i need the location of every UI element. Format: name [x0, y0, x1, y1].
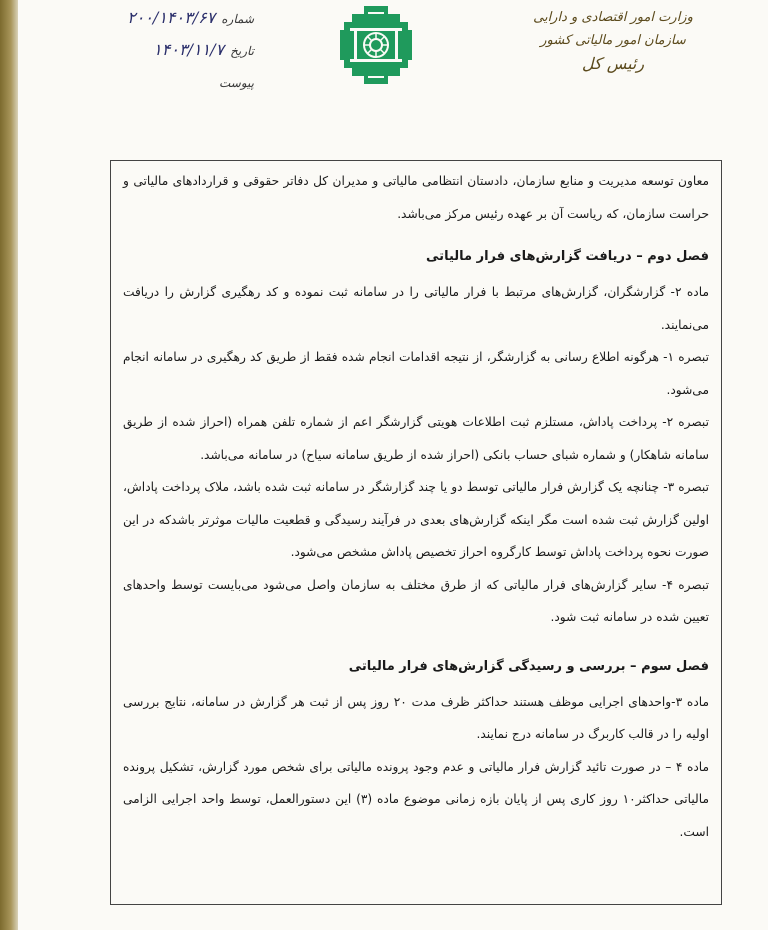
- letter-number-row: [127, 8, 254, 27]
- chapter-2-heading: فصل دوم – دریافت گزارش‌های فرار مالیاتی: [426, 249, 709, 264]
- document-page: [18, 0, 768, 930]
- tax-organization-logo: [340, 6, 412, 84]
- attachment-row: [213, 72, 254, 91]
- number-label: شماره: [221, 12, 254, 26]
- article-3: ماده ۳-واحدهای اجرایی موظف هستند حداکثر ظرف مدت ۲۰ روز پس از ثبت هر گزارش در سامانه، نتایج بررسی اولیه را در قالب کاربرگ در سامانه درج نمایند.: [123, 694, 709, 741]
- article-2: ماده ۲- گزارشگران، گزارش‌های مرتبط با فرار مالیاتی را در سامانه ثبت نموده و کد رهگیری گزارش را دریافت می‌نمایند.: [123, 285, 709, 332]
- letter-reference-block: [70, 2, 260, 102]
- letter-date-row: [153, 40, 254, 59]
- date-label: تاریخ: [230, 44, 254, 58]
- attachment-label: پیوست: [219, 76, 254, 90]
- organization-name: سازمان امور مالیاتی کشور: [540, 33, 686, 48]
- note-3: تبصره ۳- چنانچه یک گزارش فرار مالیاتی توسط دو یا چند گزارشگر در سامانه ثبت شده باشد، ملاک پرداخت پاداش، اولین گزارش ثبت شده است مگر اینکه گزارش‌های بعدی در فرآیند رسیدگی و قطعیت مالیات موثرتر باشدکه در این صورت نحوه پرداخت پاداش توسط کارگروه احراز تخصیص پاداش مشخص می‌شود.: [123, 480, 709, 559]
- letter-date: ۱۴۰۳/۱۱/۷: [153, 40, 225, 59]
- scan-binding-edge: [0, 0, 18, 930]
- letterhead-right: [518, 6, 708, 75]
- regulation-text-box: [110, 160, 722, 905]
- note-2: تبصره ۲- پرداخت پاداش، مستلزم ثبت اطلاعات هویتی گزارشگر اعم از شماره تلفن همراه (احراز شده از طریق سامانه شاهکار) و شماره شبای حساب بانکی (احراز شده از طریق سامانه سیاح) در سامانه می‌باشد.: [123, 415, 709, 462]
- note-1: تبصره ۱- هرگونه اطلاع رسانی به گزارشگر، از نتیجه اقدامات انجام شده فقط از طریق کد رهگیری در سامانه انجام می‌شود.: [123, 350, 709, 397]
- note-4: تبصره ۴- سایر گزارش‌های فرار مالیاتی که از طرق مختلف به سازمان واصل می‌شود می‌بایست توسط واحدهای تعیین شده در سامانه ثبت شود.: [123, 577, 709, 624]
- office-title: رئیس کل: [581, 54, 645, 73]
- intro-paragraph: معاون توسعه مدیریت و منابع سازمان، دادستان انتظامی مالیاتی و مدیران کل دفاتر حقوقی و قراردادهای مالیاتی و حراست سازمان، که ریاست آن بر عهده رئیس مرکز می‌باشد.: [123, 174, 709, 221]
- chapter-3-heading: فصل سوم – بررسی و رسیدگی گزارش‌های فرار مالیاتی: [348, 658, 709, 674]
- article-4: ماده ۴ – در صورت تائید گزارش فرار مالیاتی و عدم وجود پرونده مالیاتی برای شخص مورد گزارش، تشکیل پرونده مالیاتی حداکثر۱۰ روز کاری پس از پایان بازه زمانی موضوع ماده (۳) این دستورالعمل، توسط واحد اجرایی الزامی است.: [123, 759, 710, 839]
- ministry-name: وزارت امور اقتصادی و دارایی: [533, 10, 693, 25]
- letter-number: ۲۰۰/۱۴۰۳/۶۷: [127, 8, 216, 27]
